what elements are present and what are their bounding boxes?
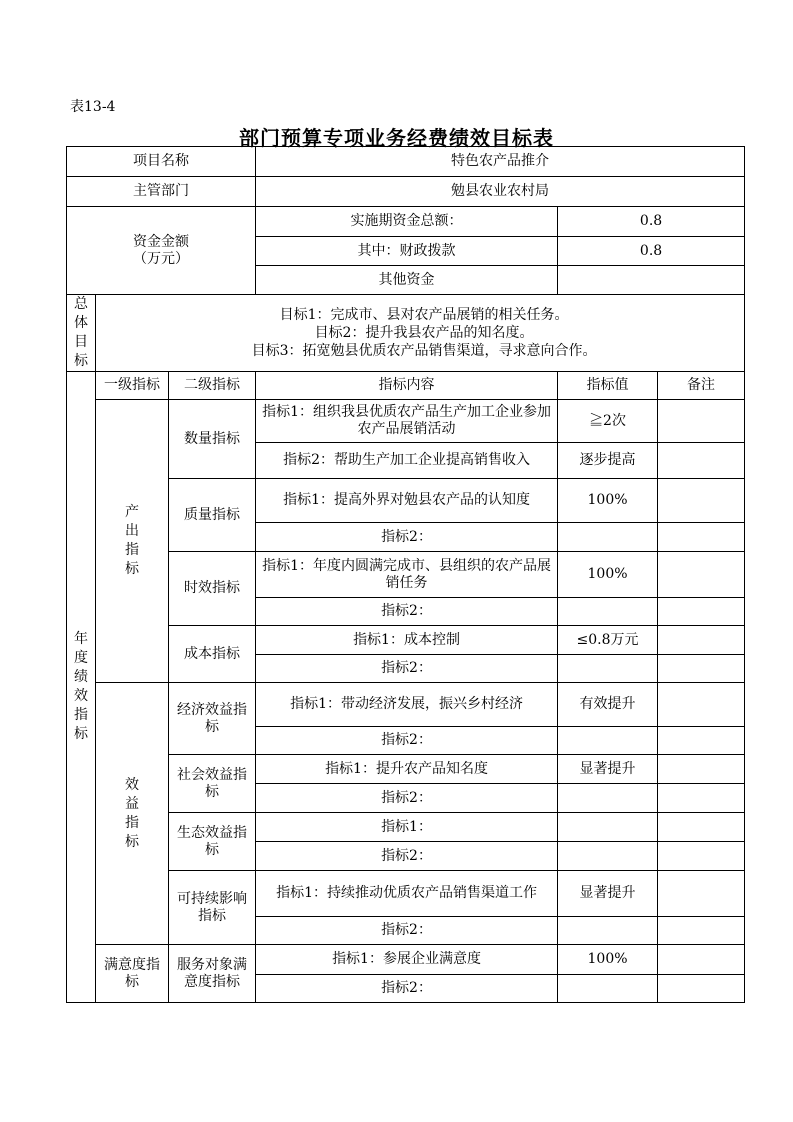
satisfaction-indicator-2: 指标2： — [256, 975, 558, 1003]
cost-indicator-2: 指标2： — [256, 655, 558, 683]
department-row — [67, 177, 745, 207]
ecological-value-2 — [558, 842, 658, 871]
timeliness-value-1: 100% — [558, 552, 658, 598]
quality-note-1 — [658, 479, 745, 523]
funds-total-value: 0.8 — [558, 207, 745, 237]
economic-note-2 — [658, 727, 745, 755]
funds-fiscal-label: 其中：财政拨款 — [256, 237, 558, 266]
table-row — [67, 479, 745, 523]
ecological-indicator-1: 指标1： — [256, 813, 558, 842]
economic-value-1: 有效提升 — [558, 683, 658, 727]
cost-value-1: ≤0.8万元 — [558, 626, 658, 655]
satisfaction-indicator-1: 指标1：参展企业满意度 — [256, 945, 558, 975]
funds-fiscal-value: 0.8 — [558, 237, 745, 266]
social-indicator-1: 指标1：提升农产品知名度 — [256, 755, 558, 784]
social-indicators-label: 社会效益指标 — [169, 755, 256, 813]
page-title: 部门预算专项业务经费绩效目标表 — [239, 126, 554, 150]
cost-indicator-1: 指标1：成本控制 — [256, 626, 558, 655]
sustainable-note-1 — [658, 871, 745, 917]
header-level2: 二级指标 — [169, 372, 256, 400]
economic-indicator-1: 指标1：带动经济发展，振兴乡村经济 — [256, 683, 558, 727]
overall-goals-label: 总体目标 — [67, 295, 96, 372]
table-row — [67, 755, 745, 784]
social-note-2 — [658, 784, 745, 813]
social-value-1: 显著提升 — [558, 755, 658, 784]
output-indicators-label: 产出指标 — [96, 400, 169, 683]
sustainable-value-1: 显著提升 — [558, 871, 658, 917]
quantity-indicator-2: 指标2：帮助生产加工企业提高销售收入 — [256, 443, 558, 479]
funds-unit: （万元） — [133, 250, 190, 267]
table-row — [67, 400, 745, 443]
funds-label-text: 资金金额 — [133, 233, 190, 250]
project-row — [67, 147, 745, 177]
table-row — [67, 626, 745, 655]
cost-note-1 — [658, 626, 745, 655]
quality-indicator-1: 指标1：提高外界对勉县农产品的认知度 — [256, 479, 558, 523]
indicator-header-row — [67, 372, 745, 400]
table-row — [67, 683, 745, 727]
timeliness-indicator-1: 指标1：年度内圆满完成市、县组织的农产品展销任务 — [256, 552, 558, 598]
overall-goals-row — [67, 295, 745, 372]
header-content: 指标内容 — [256, 372, 558, 400]
project-label: 项目名称 — [67, 147, 256, 177]
funds-other-value — [558, 266, 745, 295]
overall-goal-3: 目标3：拓宽勉县优质农产品销售渠道，寻求意向合作。 — [251, 343, 597, 359]
timeliness-indicators-label: 时效指标 — [169, 552, 256, 626]
economic-note-1 — [658, 683, 745, 727]
ecological-indicators-label: 生态效益指标 — [169, 813, 256, 871]
benefit-indicators-label: 效益指标 — [96, 683, 169, 945]
overall-goal-1: 目标1：完成市、县对农产品展销的相关任务。 — [279, 307, 569, 323]
department-label: 主管部门 — [67, 177, 256, 207]
department-name: 勉县农业农村局 — [256, 177, 745, 207]
satisfaction-value-2 — [558, 975, 658, 1003]
social-note-1 — [658, 755, 745, 784]
quality-indicator-2: 指标2： — [256, 523, 558, 552]
annual-indicators-label: 年度绩效指标 — [67, 372, 96, 1003]
ecological-note-2 — [658, 842, 745, 871]
satisfaction-indicators-label: 满意度指标 — [96, 945, 169, 1003]
economic-indicator-2: 指标2： — [256, 727, 558, 755]
overall-goal-2: 目标2：提升我县农产品的知名度。 — [314, 325, 534, 341]
table-row — [67, 813, 745, 842]
quantity-indicator-1: 指标1：组织我县优质农产品生产加工企业参加农产品展销活动 — [256, 400, 558, 443]
header-value: 指标值 — [558, 372, 658, 400]
quality-note-2 — [658, 523, 745, 552]
sustainable-indicator-2: 指标2： — [256, 917, 558, 945]
quantity-note-1 — [658, 400, 745, 443]
ecological-indicator-2: 指标2： — [256, 842, 558, 871]
quality-indicators-label: 质量指标 — [169, 479, 256, 552]
project-name: 特色农产品推介 — [256, 147, 745, 177]
funds-total-label: 实施期资金总额： — [256, 207, 558, 237]
sustainable-indicators-label: 可持续影响指标 — [169, 871, 256, 945]
timeliness-note-1 — [658, 552, 745, 598]
social-indicator-2: 指标2： — [256, 784, 558, 813]
ecological-value-1 — [558, 813, 658, 842]
cost-note-2 — [658, 655, 745, 683]
header-level1: 一级指标 — [96, 372, 169, 400]
satisfaction-note-2 — [658, 975, 745, 1003]
cost-indicators-label: 成本指标 — [169, 626, 256, 683]
timeliness-indicator-2: 指标2： — [256, 598, 558, 626]
quantity-value-2: 逐步提高 — [558, 443, 658, 479]
header-note: 备注 — [658, 372, 745, 400]
timeliness-note-2 — [658, 598, 745, 626]
quantity-value-1: ≧2次 — [558, 400, 658, 443]
funds-total-row — [67, 207, 745, 237]
social-value-2 — [558, 784, 658, 813]
table-row — [67, 552, 745, 598]
quantity-indicators-label: 数量指标 — [169, 400, 256, 479]
overall-goals — [96, 295, 745, 372]
sustainable-indicator-1: 指标1：持续推动优质农产品销售渠道工作 — [256, 871, 558, 917]
satisfaction-note-1 — [658, 945, 745, 975]
service-satisfaction-label: 服务对象满意度指标 — [169, 945, 256, 1003]
funds-label — [67, 207, 256, 295]
sustainable-value-2 — [558, 917, 658, 945]
funds-other-label: 其他资金 — [256, 266, 558, 295]
timeliness-value-2 — [558, 598, 658, 626]
economic-value-2 — [558, 727, 658, 755]
table-row — [67, 871, 745, 917]
quality-value-1: 100% — [558, 479, 658, 523]
satisfaction-value-1: 100% — [558, 945, 658, 975]
economic-indicators-label: 经济效益指标 — [169, 683, 256, 755]
ecological-note-1 — [658, 813, 745, 842]
quantity-note-2 — [658, 443, 745, 479]
quality-value-2 — [558, 523, 658, 552]
table-row — [67, 945, 745, 975]
cost-value-2 — [558, 655, 658, 683]
table-number: 表13-4 — [70, 99, 116, 115]
performance-table — [66, 146, 745, 1003]
sustainable-note-2 — [658, 917, 745, 945]
